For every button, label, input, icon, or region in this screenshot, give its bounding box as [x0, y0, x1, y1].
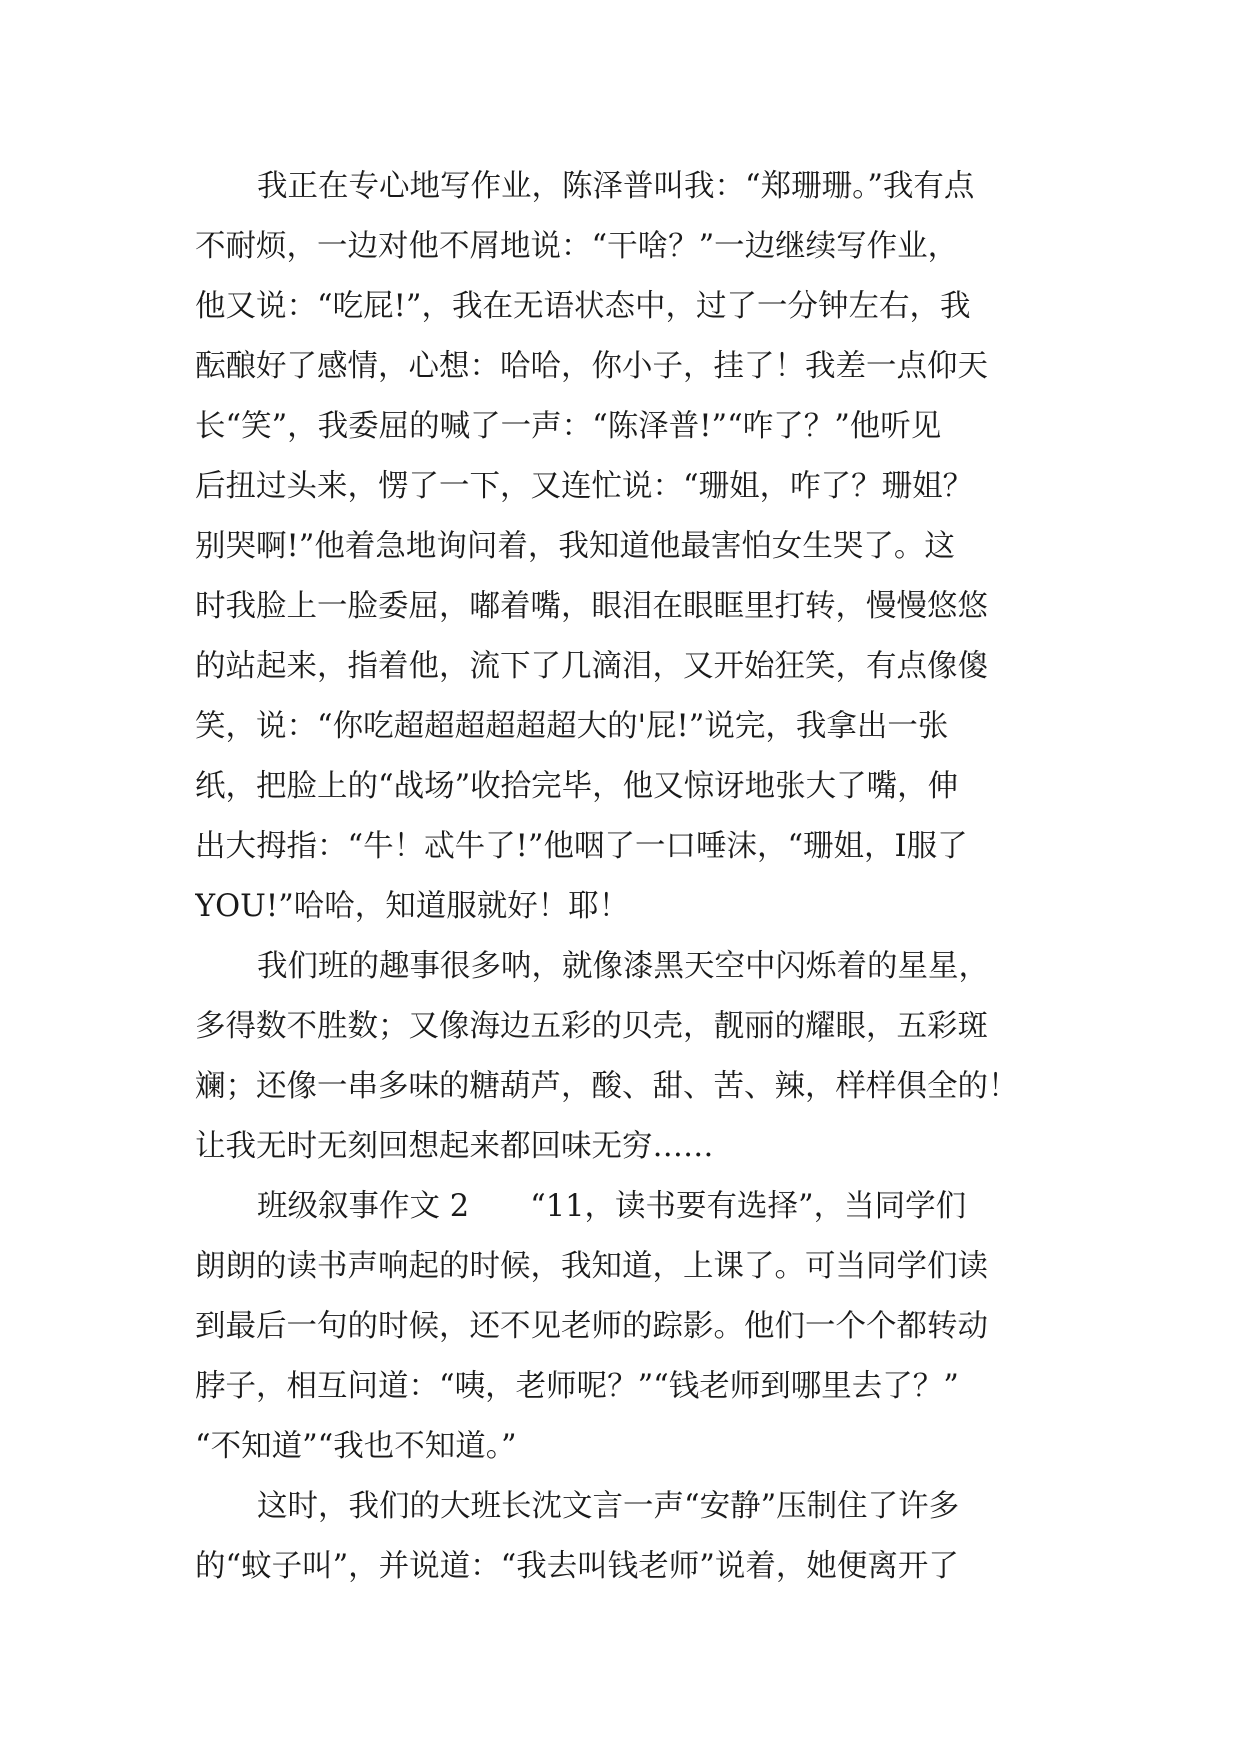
text-line: 我正在专心地写作业，陈泽普叫我：“郑珊珊。”我有点 — [257, 169, 975, 204]
text-line: 到最后一句的时候，还不见老师的踪影。他们一个个都转动 — [195, 1309, 988, 1344]
document-body — [195, 157, 1075, 1597]
text-line: 我们班的趣事很多呐，就像漆黑天空中闪烁着的星星， — [257, 949, 989, 984]
text-line: 时我脸上一脸委屈，嘟着嘴，眼泪在眼眶里打转，慢慢悠悠 — [195, 589, 988, 624]
text-line: 多得数不胜数；又像海边五彩的贝壳，靓丽的耀眼，五彩斑 — [195, 1009, 988, 1044]
text-line: 脖子，相互问道：“咦，老师呢？”“钱老师到哪里去了？” — [195, 1369, 959, 1404]
text-line: 斓；还像一串多味的糖葫芦，酸、甜、苦、辣，样样俱全的！ — [195, 1069, 1019, 1104]
text-line: “不知道”“我也不知道。” — [195, 1429, 517, 1464]
text-line: 纸，把脸上的“战场”收拾完毕，他又惊讶地张大了嘴，伸 — [195, 769, 959, 804]
text-line: 长“笑”，我委屈的喊了一声：“陈泽普!”“咋了？”他听见 — [195, 409, 942, 444]
text-line: 的站起来，指着他，流下了几滴泪，又开始狂笑，有点像傻 — [195, 649, 988, 684]
text-line: 朗朗的读书声响起的时候，我知道，上课了。可当同学们读 — [195, 1249, 988, 1284]
text-line: 让我无时无刻回想起来都回味无穷…… — [195, 1129, 714, 1164]
text-line: 后扭过头来，愣了一下，又连忙说：“珊姐，咋了？珊姐？ — [195, 469, 974, 504]
text-line: 的“蚊子叫”，并说道：“我去叫钱老师”说着，她便离开了 — [195, 1549, 959, 1584]
text-line: 酝酿好了感情，心想：哈哈，你小子，挂了！我差一点仰天 — [195, 349, 988, 384]
text-line: 班级叙事作文 2 “11，读书要有选择”，当同学们 — [257, 1189, 967, 1224]
text-line: YOU!”哈哈，知道服就好！耶！ — [195, 889, 630, 924]
text-line: 出大拇指：“牛！忒牛了!”他咽了一口唾沫，“珊姐，I服了 — [195, 829, 968, 864]
text-line: 这时，我们的大班长沈文言一声“安静”压制住了许多 — [257, 1489, 960, 1524]
text-line: 别哭啊!”他着急地询问着，我知道他最害怕女生哭了。这 — [195, 529, 955, 564]
text-line: 笑，说：“你吃超超超超超超大的'屁!”说完，我拿出一张 — [195, 709, 949, 744]
text-line: 他又说：“吃屁!”，我在无语状态中，过了一分钟左右，我 — [195, 289, 971, 324]
text-line: 不耐烦，一边对他不屑地说：“干啥？”一边继续写作业， — [195, 229, 959, 264]
